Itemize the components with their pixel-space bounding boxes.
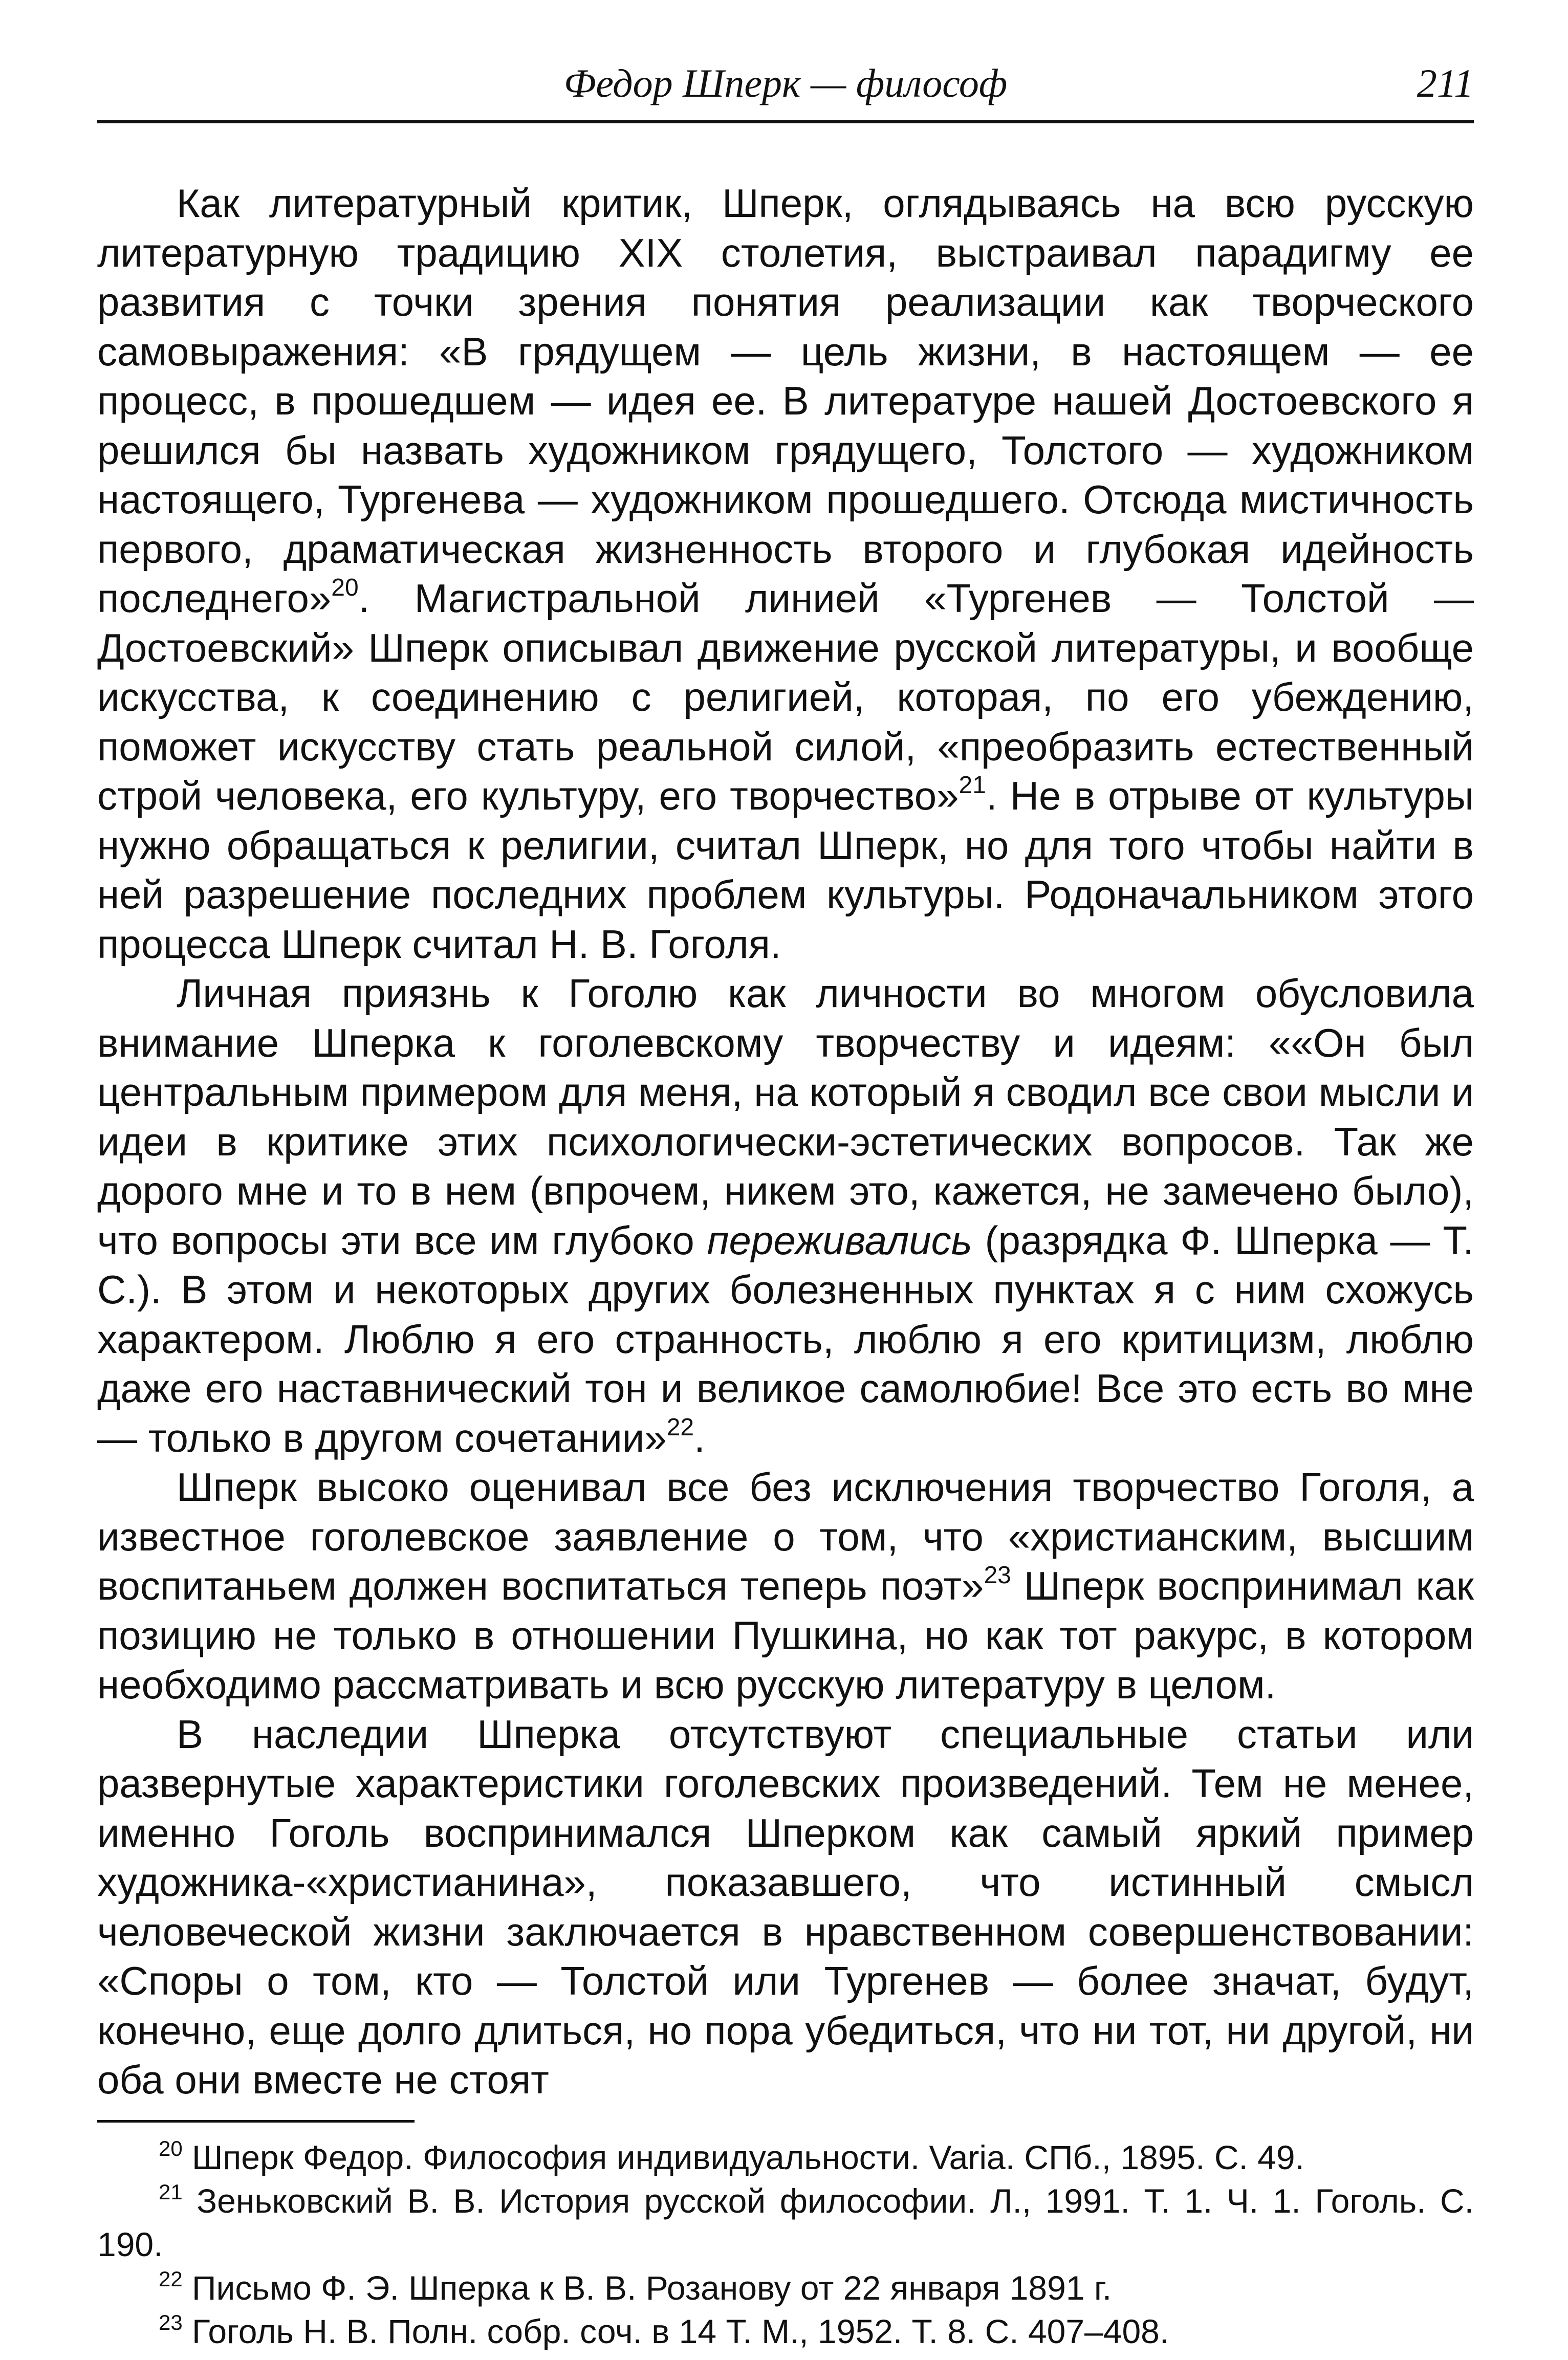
paragraph-3-text-b: Шперк воспринимал как позицию не только в отношении Пушкина, но как тот ракурс, в котором необходимо рассматривать и всю русскую литературу в целом. (97, 1563, 1474, 1707)
paragraph-1-text-a: Как литературный критик, Шперк, оглядываясь на всю русскую литературную традицию XIX столетия, выстраивал парадигму ее развития с точки зрения понятия реализации как творческого самовыражения: «В грядущем — цель жизни, в настоящем — ее процесс, в прошедшем — идея ее. В литературе нашей Достоевского я решился бы назвать художником грядущего, Толстого — художником настоящего, Тургенева — художником прошедшего. Отсюда мистичность первого, драматическая жизненность второго и глубокая идейность последнего» (97, 181, 1474, 621)
paragraph-2-text-b: (разрядка Ф. Шперка — Т. С.). В этом и некоторых других болезненных пунктах я с ним схожусь характером. Люблю я его странность, люблю я его критицизм, люблю даже его наставнический тон и великое самолюбие! Все это есть во мне — только в другом сочетании» (97, 1217, 1474, 1460)
paragraph-2-text-c: . (694, 1415, 705, 1460)
paragraph-3 (97, 1462, 1474, 1710)
page-header (97, 49, 1474, 123)
book-page (97, 49, 1474, 2353)
footnote-text: Письмо Ф. Э. Шперка к В. В. Розанову от 22 января 1891 г. (182, 2268, 1112, 2307)
footnote-text: Шперк Федор. Философия индивидуальности. Varia. СПб., 1895. С. 49. (182, 2138, 1304, 2176)
footnote-ref-20: 20 (331, 574, 359, 601)
paragraph-2 (97, 969, 1474, 1462)
footnote-number: 23 (159, 2310, 183, 2334)
footnotes (97, 2136, 1474, 2353)
footnote-divider (97, 2120, 415, 2123)
footnote-23 (97, 2310, 1474, 2353)
emphasized-word: переживались (707, 1217, 972, 1263)
footnote-21 (97, 2179, 1474, 2266)
footnote-ref-23: 23 (984, 1562, 1011, 1589)
footnote-text: Зеньковский В. В. История русской философии. Л., 1991. Т. 1. Ч. 1. Гоголь. С. 190. (97, 2181, 1474, 2263)
paragraph-1 (97, 179, 1474, 969)
paragraph-3-text-a: Шперк высоко оценивал все без исключения творчество Гоголя, а известное гоголевское заявление о том, что «христианским, высшим воспитаньем должен воспитаться теперь поэт» (97, 1465, 1474, 1608)
paragraph-1-text-c: . Не в отрыве от культуры нужно обращаться к религии, считал Шперк, но для того чтобы найти в ней разрешение последних проблем культуры. Родоначальником этого процесса Шперк считал Н. В. Гоголя. (97, 773, 1474, 967)
footnote-number: 20 (159, 2136, 183, 2160)
main-text (97, 179, 1474, 2105)
footnote-20 (97, 2136, 1474, 2179)
running-title: Федор Шперк — философ (563, 61, 1008, 105)
page-number: 211 (1417, 61, 1474, 105)
footnote-22 (97, 2266, 1474, 2310)
footnote-ref-21: 21 (959, 772, 986, 799)
footnote-text: Гоголь Н. В. Полн. собр. соч. в 14 Т. М., 1952. Т. 8. С. 407–408. (182, 2312, 1169, 2350)
paragraph-1-text-b: . Магистральной линией «Тургенев — Толстой — Достоевский» Шперк описывал движение русской литературы, и вообще искусства, к соединению с религией, которая, по его убеждению, поможет искусству стать реальной силой, «преобразить естественный строй человека, его культуру, его творчество» (97, 576, 1474, 818)
paragraph-4: В наследии Шперка отсутствуют специальные статьи или развернутые характеристики гоголевских произведений. Тем не менее, именно Гоголь воспринимался Шперком как самый яркий пример художника-«христианина», показавшего, что истинный смысл человеческой жизни заключается в нравственном совершенствовании: «Споры о том, кто — Толстой или Тургенев — более значат, будут, конечно, еще долго длиться, но пора убедиться, что ни тот, ни другой, ни оба они вместе не стоят (97, 1711, 1474, 2102)
paragraph-2-text-a: Личная приязнь к Гоголю как личности во многом обусловила внимание Шперка к гоголевскому творчеству и идеям: ««Он был центральным примером для меня, на который я сводил все свои мысли и идеи в критике этих психологически-эстетических вопросов. Так же дорого мне и то в нем (впрочем, никем это, кажется, не замечено было), что вопросы эти все им глубоко (97, 971, 1474, 1263)
footnote-ref-22: 22 (666, 1413, 694, 1441)
footnote-number: 21 (159, 2179, 183, 2204)
footnote-number: 22 (159, 2266, 183, 2291)
